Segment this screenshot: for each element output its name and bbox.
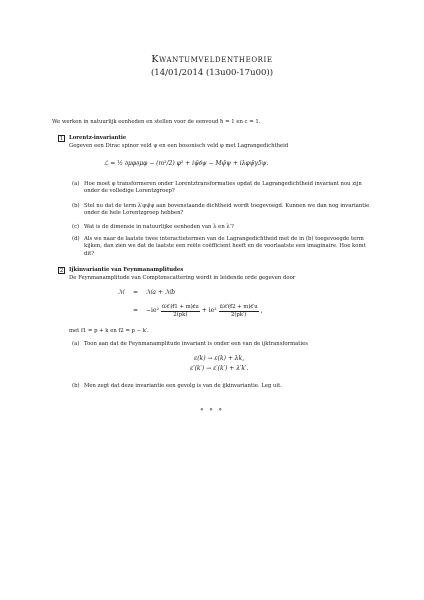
q1-item-a-label: (a): [72, 181, 80, 187]
amplitude-fraction-2: [219, 304, 259, 318]
page-title: Kwantumveldentheorie: [151, 54, 273, 65]
q2-item-a-label: (a): [72, 341, 80, 347]
amplitude-comma: ,: [260, 307, 263, 314]
equals-sign-1: =: [133, 289, 139, 296]
q1-item-d-label: (d): [72, 236, 80, 242]
fraction-2-denominator: 2(pk′): [230, 311, 247, 318]
equals-sign-2: =: [133, 307, 139, 314]
compton-amplitude-expression: [146, 304, 263, 320]
intro-text: We werken in natuurlijk eenheden en stellen voor de eenvoud ħ = 1 en c = 1.: [52, 119, 261, 125]
end-marker: ⋄ ⋄ ⋄: [200, 407, 224, 413]
momentum-definitions: met f1 = p + k en f2 = p − k′.: [69, 328, 149, 334]
q2-item-b-label: (b): [72, 383, 80, 389]
amplitude-plus: + ie²: [201, 307, 217, 314]
fraction-1-numerator: ū′ε̸′(f̸1 + m)ε̸u: [161, 304, 199, 310]
q1-item-a-text: Hoe moet φ transformeren onder Lorentztransformaties opdat de Lagrangedichtheid invariant nou zijn onder de volledige Lorentzgroep?: [84, 181, 362, 195]
question-2-text: De Feynmanamplitude van Comptonscattering wordt in leidende orde gegeven door: [69, 275, 296, 281]
lagrangian-equation: ℒ = ½ ∂μφ∂μφ − (m²/2) φ² + iψ̄∂̸ψ − Mψ̄ψ + iλφψ̄γ5ψ.: [104, 160, 269, 167]
q2-item-a-text: Toon aan dat de Feynmanamplitude invariant is onder een van de ijktransformaties: [84, 341, 308, 347]
q1-item-c-text: Wat is de dimensie in natuurlijke eenheden van λ en λ′?: [84, 224, 234, 230]
question-2-heading: Ijkinvariantie van Feynmanamplitudes: [69, 267, 184, 273]
question-2-number: 2: [59, 268, 64, 274]
fraction-2-numerator: ū′ε̸′(f̸2 + m)ε̸′u: [219, 304, 258, 310]
q2-item-b-text: Men zegt dat deze invariantie een gevolg is van de ijkinvariantie. Leg uit.: [84, 383, 282, 389]
q1-item-b-text: Stel nu dat de term λ′φψ̄ψ aan bovenstaande dichtheid wordt toegevoegd. Kunnen we dan nog invariantie onder de hele Lorentzgroep hebben?: [84, 203, 370, 217]
fraction-1-denominator: 2(pk): [173, 311, 188, 318]
exam-date: (14/01/2014 (13u00-17u00)): [150, 68, 274, 78]
amplitude-sum: ℳa + ℳb: [146, 289, 176, 296]
amplitude-fraction-1: [161, 304, 200, 318]
gauge-transformation-1: ε(k) → ε(k) + λk,: [194, 355, 245, 362]
amplitude-prefix: −ie²: [146, 307, 159, 314]
gauge-transformation-2: ε′(k′) → ε′(k′) + λ′k′.: [190, 365, 249, 372]
q1-item-d-text: Als we naar de laatste twee interactietermen van de Lagrangedichtheid met de in (b) toegevoegde term kijken, dan zien we dat de laatste een reële coëfficient heeft en de voorlaatste een imaginaire. Hoe komt dit?: [84, 236, 366, 257]
q1-item-c-label: (c): [72, 224, 80, 230]
q1-item-b-label: (b): [72, 203, 80, 209]
question-1-number: 1: [59, 136, 64, 142]
question-1-heading: Lorentz-invariantie: [69, 135, 127, 141]
amplitude-symbol: ℳ: [118, 289, 125, 296]
question-1-text: Gegeven een Dirac spinor veld ψ en een bosonisch veld φ met Lagrangedichtheid: [69, 143, 289, 149]
